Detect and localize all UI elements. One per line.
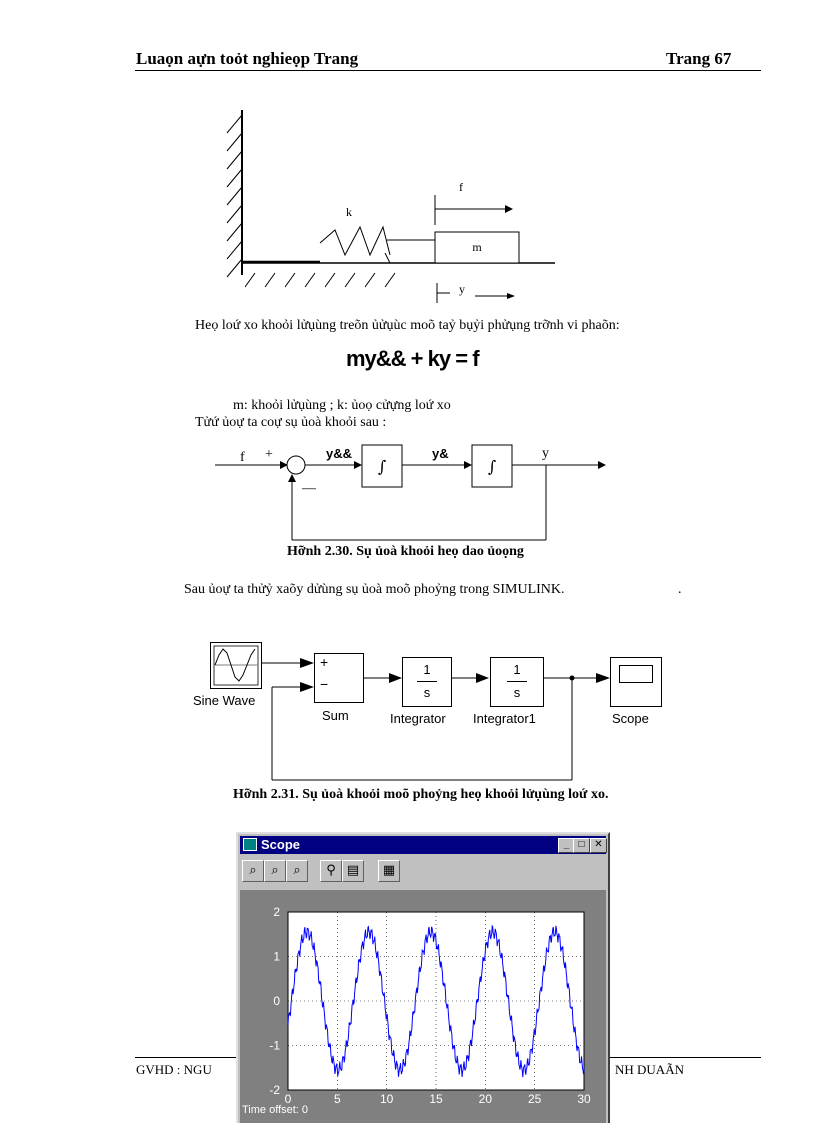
x-tick-label: 30 bbox=[577, 1092, 591, 1106]
properties-icon[interactable]: ▦ bbox=[378, 860, 400, 882]
caption-fig-2-30: Hỡnh 2.30. Sụ ủoà khoỏi heọ dao ủoọng bbox=[287, 544, 524, 559]
sum-block[interactable] bbox=[314, 653, 364, 703]
maximize-button[interactable]: □ bbox=[573, 838, 590, 853]
sum-minus: − bbox=[320, 676, 329, 692]
block-diagram bbox=[210, 440, 610, 555]
header-rule bbox=[135, 70, 761, 71]
scope-block[interactable] bbox=[610, 657, 662, 707]
time-offset: Time offset: 0 bbox=[242, 1104, 309, 1116]
y-tick-label: 1 bbox=[273, 949, 280, 964]
sum-plus: + bbox=[320, 654, 329, 670]
page-number: Trang 67 bbox=[666, 49, 732, 68]
zoom-y-icon[interactable]: ⌕ bbox=[286, 860, 308, 882]
integrator-num: 1 bbox=[423, 662, 431, 677]
bd-sig1: y&& bbox=[326, 446, 353, 461]
footer-left: GVHD : NGU bbox=[136, 1062, 212, 1077]
scope-chart bbox=[240, 890, 606, 1123]
y-tick-label: 0 bbox=[273, 994, 280, 1008]
bd-output-label: y bbox=[542, 446, 549, 461]
paragraph-1: Heọ loứ xo khoỏi lửụùng treõn ủửụùc moõ taỷ bụỷi phửụng trỡnh vi phaõn: bbox=[195, 318, 620, 333]
sine-wave-icon bbox=[211, 643, 261, 688]
force-label: f bbox=[459, 180, 463, 194]
caption-fig-2-31: Hỡnh 2.31. Sụ ủoà khoỏi moõ phoỷng heọ khoỏi lửụùng loứ xo. bbox=[233, 787, 609, 802]
integrator1-block[interactable] bbox=[490, 657, 544, 707]
spring-mass-figure bbox=[215, 105, 575, 310]
scope-label: Scope bbox=[612, 711, 649, 726]
x-tick-label: 20 bbox=[478, 1092, 493, 1106]
bd-minus: — bbox=[302, 481, 316, 496]
integrator1-den: s bbox=[513, 685, 521, 700]
scope-title: Scope bbox=[261, 837, 301, 852]
y-tick-label: -1 bbox=[269, 1038, 280, 1053]
x-tick-label: 0 bbox=[284, 1092, 292, 1106]
bd-integrator-1: ∫ bbox=[377, 457, 387, 476]
integrator-block[interactable] bbox=[402, 657, 452, 707]
integrator1-label: Integrator1 bbox=[473, 711, 536, 726]
x-tick-label: 25 bbox=[527, 1092, 542, 1106]
footer-right: NH DUAÃN bbox=[615, 1062, 684, 1077]
bd-input-label: f bbox=[240, 450, 245, 465]
mass-label: m bbox=[472, 240, 482, 254]
sine-wave-block[interactable] bbox=[210, 642, 262, 689]
equation: my&& + ky = f bbox=[346, 346, 479, 371]
integrator-den: s bbox=[423, 685, 431, 700]
paragraph-4-dot: . bbox=[678, 582, 682, 597]
sine-wave-label: Sine Wave bbox=[193, 693, 256, 708]
spring-label: k bbox=[346, 205, 352, 219]
bd-plus: + bbox=[265, 447, 273, 462]
x-tick-label: 10 bbox=[379, 1092, 394, 1106]
zoom-icon[interactable]: ⌕ bbox=[242, 860, 264, 882]
minimize-button[interactable]: _ bbox=[558, 838, 575, 853]
scope-titlebar[interactable] bbox=[240, 836, 606, 854]
header-title: Luaọn aựn toỏt nghieọp Trang bbox=[136, 49, 359, 68]
x-tick-label: 5 bbox=[333, 1092, 341, 1106]
x-tick-label: 15 bbox=[429, 1092, 443, 1106]
displacement-label: y bbox=[459, 282, 465, 296]
bd-integrator-2: ∫ bbox=[487, 457, 497, 476]
scope-plot-area bbox=[240, 890, 606, 1123]
paragraph-2: m: khoỏi lửụùng ; k: ủoọ cửựng loứ xo bbox=[233, 398, 451, 413]
bd-sig2: y& bbox=[432, 446, 449, 461]
save-axes-icon[interactable]: ▤ bbox=[342, 860, 364, 882]
paragraph-3: Tửứ ủoự ta coự sụ ủoà khoỏi sau : bbox=[195, 415, 387, 430]
autoscale-icon[interactable]: ⚲ bbox=[320, 860, 342, 882]
y-tick-label: 2 bbox=[273, 905, 280, 919]
integrator-label: Integrator bbox=[390, 711, 446, 726]
scope-window bbox=[236, 832, 610, 1123]
y-tick-label: -2 bbox=[269, 1083, 280, 1097]
scope-app-icon bbox=[243, 838, 257, 851]
paragraph-4: Sau ủoự ta thửỷ xaõy dửùng sụ ủoà moõ phoỷng trong SIMULINK. bbox=[184, 582, 565, 597]
zoom-x-icon[interactable]: ⌕ bbox=[264, 860, 286, 882]
scope-screen-icon bbox=[619, 665, 653, 683]
close-button[interactable]: ✕ bbox=[590, 838, 607, 853]
sum-label: Sum bbox=[322, 708, 349, 723]
integrator1-num: 1 bbox=[513, 662, 521, 677]
